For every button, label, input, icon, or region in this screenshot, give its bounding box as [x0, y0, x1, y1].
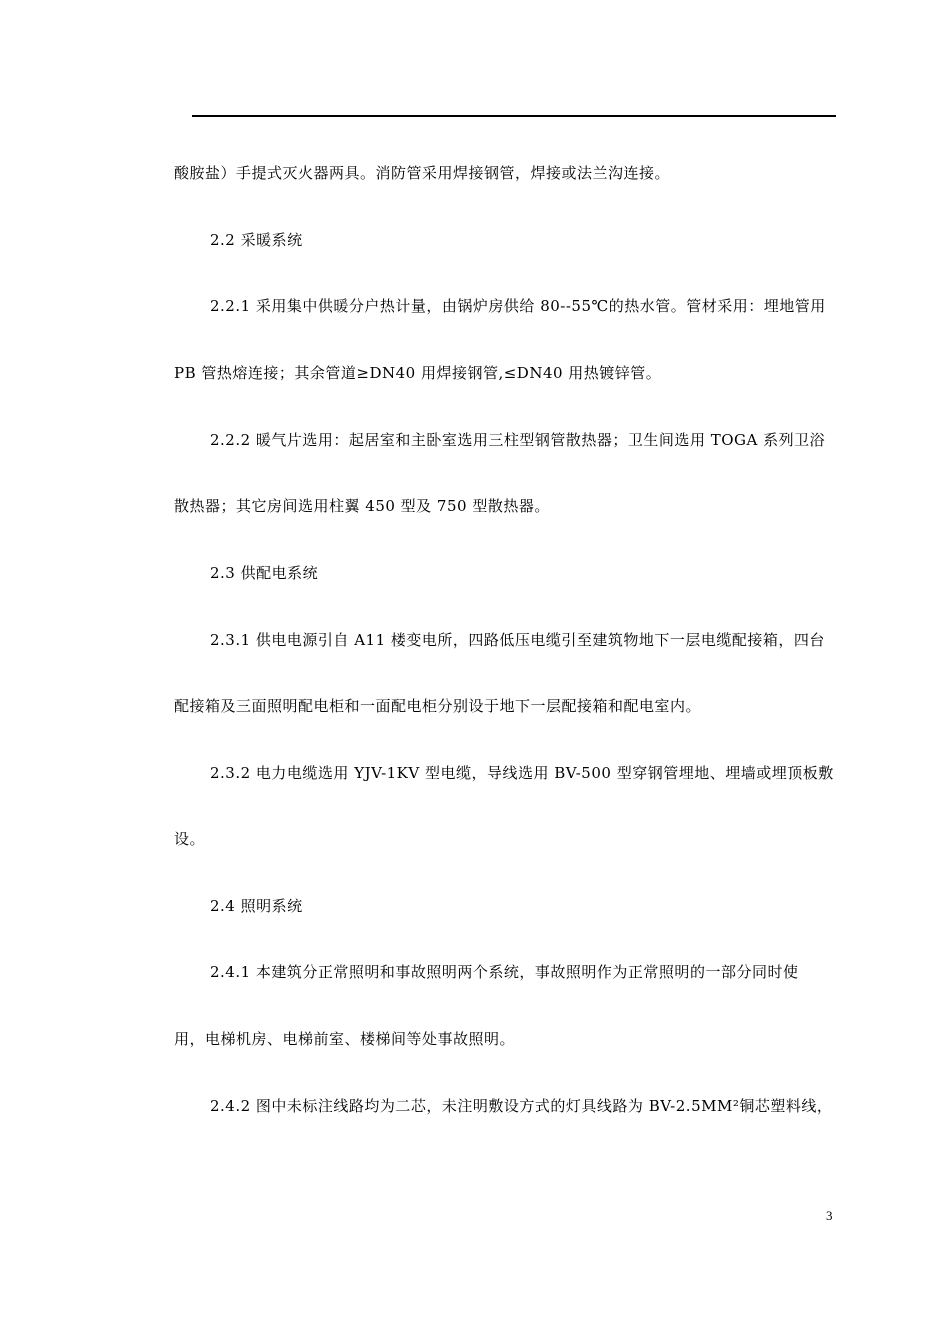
section-heading: 2.2 采暖系统	[210, 231, 303, 249]
paragraph-line: 2.4.2 图中未标注线路均为二芯，未注明敷设方式的灯具线路为 BV-2.5MM²铜芯塑料线，	[210, 1097, 833, 1115]
paragraph-line: 用，电梯机房、电梯前室、楼梯间等处事故照明。	[174, 1030, 516, 1048]
paragraph-line: 酸胺盐）手提式灭火器两具。消防管采用焊接钢管，焊接或法兰沟连接。	[174, 164, 671, 182]
page-number: 3	[826, 1208, 833, 1223]
paragraph-line: 2.3.2 电力电缆选用 YJV-1KV 型电缆，导线选用 BV-500 型穿钢管埋地、埋墙或埋顶板敷	[210, 764, 834, 782]
section-heading: 2.4 照明系统	[210, 897, 303, 915]
paragraph-line: 2.2.1 采用集中供暖分户热计量，由锅炉房供给 80--55℃的热水管。管材采用：埋地管用	[210, 297, 826, 315]
paragraph-line: 2.2.2 暖气片选用：起居室和主卧室选用三柱型钢管散热器；卫生间选用 TOGA 系列卫浴	[210, 431, 826, 449]
paragraph-line: 设。	[174, 830, 206, 848]
paragraph-line: 2.4.1 本建筑分正常照明和事故照明两个系统，事故照明作为正常照明的一部分同时使	[210, 963, 799, 981]
paragraph-line: 配接箱及三面照明配电柜和一面配电柜分别设于地下一层配接箱和配电室内。	[174, 697, 702, 715]
header-rule	[192, 115, 836, 117]
paragraph-line: 散热器；其它房间选用柱翼 450 型及 750 型散热器。	[174, 497, 550, 515]
paragraph-line: 2.3.1 供电电源引自 A11 楼变电所，四路低压电缆引至建筑物地下一层电缆配接箱，四台	[210, 631, 825, 649]
section-heading: 2.3 供配电系统	[210, 564, 319, 582]
paragraph-line: PB 管热熔连接；其余管道≥DN40 用焊接钢管,≤DN40 用热镀锌管。	[174, 364, 662, 382]
